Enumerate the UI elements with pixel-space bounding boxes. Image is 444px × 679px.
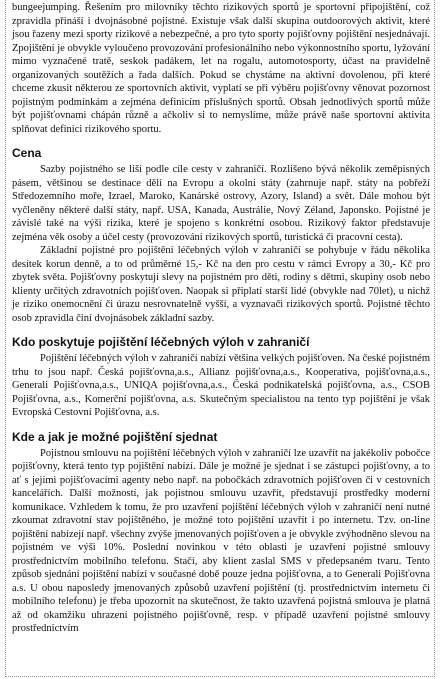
section-heading-where-how: Kde a jak je možné pojištění sjednat <box>12 429 218 444</box>
providers-paragraph: Pojištění léčebných výloh v zahraničí nabízí většina velkých pojišťoven. Na české pojistném trhu to jsou např. Česká pojišťovna,a.s., Allianz pojišťovna,a.s., Kooperativa, pojišťovna,a.s., Generali Pojišťovna,a.s., UNIQA pojišťovna,a.s., Česká podnikatelská pojišťovna, a.s., CSOB Pojišťovna, a.s., Komerční pojišťovna, a.s. Skutečným specialistou na tento typ pojištění je však Evropská Cestovní Pojišťovna, a.s. <box>12 353 430 418</box>
where-how-paragraph: Pojistnou smlouvu na pojištění léčebných výloh v zahraničí lze uzavřít na jakékoliv pobočce pojišťovny, která tento typ pojištění nabízí. Dále je možné je sjednat i se zástupci pojišťovny, a to ať s jejími pojišťovacími agenty nebo např. na pobočkách zdravotních pojišťoven či v cestovních kancelářích. Další možností, jak pojistnou smlouvu uzavřít, představují prostředky moderní komunikace. Vzhledem k tomu, že pro uzavření pojištění léčebných výloh v zahraničí není nutné zkoumat zdravotní stav pojištěného, je možné toto pojištění uzavřít i po internetu. Tzv. on-line pojištění nabízejí např. všechny zvýše jmenovaných pojišťoven a je obvykle zvýhodněno slevou na pojistném ve výši 10%. Poslední novinkou v této oblasti je uzavření pojistné smlouvy prostřednictvím mobilního telefonu. Stačí, aby klient zaslal SMS v předepsaném tvaru. Tento způsob sjednání pojištění nabízí v současné době pouze jedna pojišťovna, a to Generali Pojišťovna a.s. U obou naposledy jmenovaných způsobů uzavření pojištění (tj. prostřednictvím internetu či mobilního telefonu) je třeba upozornit na skutečnost, že takto uzavřená pojistná smlouva je platná až od okamžiku uhrazení pojistného pojišťovně, resp. v případě uzavření pojistné smlouvy prostřednictvím <box>12 447 430 634</box>
cena-paragraph-1: Sazby pojistného se liší podle cíle cesty v zahraničí. Rozlišeno bývá několik zeměpisných pásem, většinou se destinace dělí na Evropu a okolní státy (zahrnuje např. státy na pobřeží Středozemního moře, Izrael, Maroko, Kanárské ostrovy, Azory, Island) a svět. Dále mohou být vyčleněny některé další státy, např. USA, Kanada, Austrálie, Nový Zéland, Japonsko. Pojistné je závislé také na výši rizika, které je spojeno s konkrétní osobou. Rizikový faktor představuje zejména věk osoby a účel cesty (provozování rizikových sportů, turistická či pracovní cesta). <box>12 164 430 243</box>
cena-paragraph-2: Základní pojistné pro pojištění léčebných výloh v zahraničí se pohybuje v řádu několika desítek korun denně, a to od průměrné 15,- Kč na den pro cestu v rámci Evropy a 30,- Kč pro zbytek světa. Pojišťovny poskytují slevy na pojistném pro děti, rodiny s dětmi, skupiny osob nebo klienty určitých zdravotních pojišťoven. Naopak si připlatí starší lidé (obvykle nad 70let), u nichž je riziko onemocnění či úrazu nesrovnatelně vyšší, a vyznavači rizikových sportů. Pojistné těchto osob zpravidla činí dvojnásobek základní sazby. <box>12 245 430 324</box>
section-heading-cena: Cena <box>12 146 42 160</box>
intro-paragraph: bungeejumping. Řešením pro milovníky těchto rizikových sportů je sportovní připojištění, což zpravidla přináší i dvojnásobné pojistné. Existuje však další skupina outdoorových aktivit, které jsou řazeny mezi sporty rizikové a nebezpečné, a pro tyto sporty pojišťovny pojištění nesjednávají. Zpojištění je obvykle vyloučeno provozování profesionálního nebo výkonnostního sportu, lyžování mimo vyznačené tratě, seskok padákem, let na rogalu, automotosporty, účast na pravidelně organizovaných soutěžích a řada dalších. Pokud se chystáme na aktivní dovolenou, při které chceme zkusit některou ze sportovních aktivit, vyplatí se při výběru pojišťovny věnovat pozornost pojistným podmínkám a zejména definicím příslušných sportů. Obsah jednotlivých sportů může být pojišťovnami chápán různě a ačkoliv si to nemyslíme, může právě naše sportovní aktivita splňovat definici rizikového sportu. <box>12 2 430 135</box>
document-page <box>5 0 435 677</box>
section-heading-providers: Kdo poskytuje pojištění léčebných výloh v zahraničí <box>12 335 310 349</box>
